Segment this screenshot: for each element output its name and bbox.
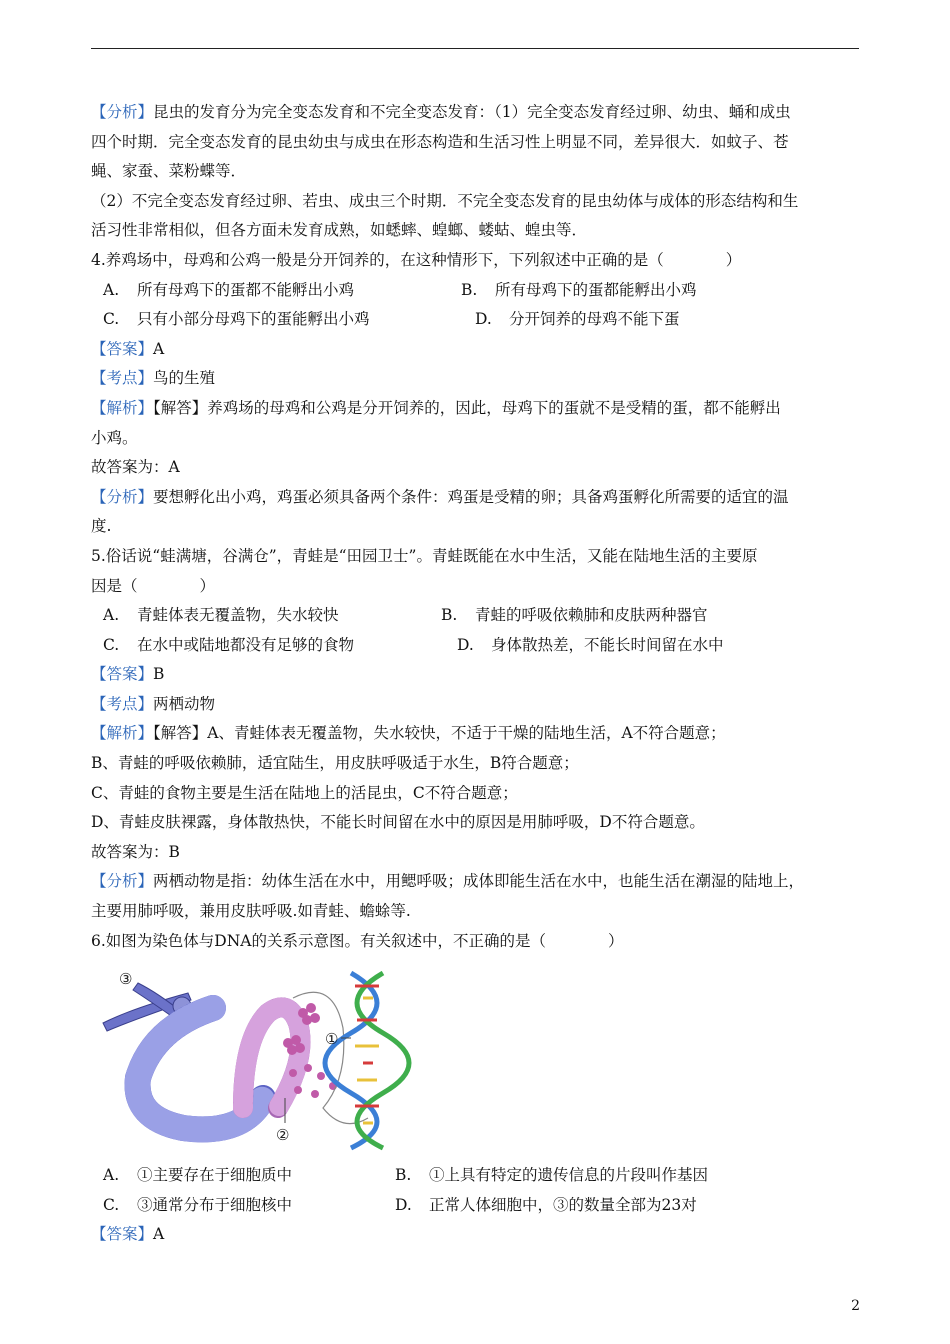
explanation-tag: 【解析】 xyxy=(91,398,154,417)
point-value: 两栖动物 xyxy=(153,694,216,713)
option-d: D. 分开饲养的母鸡不能下蛋 xyxy=(475,310,680,329)
option-a: A. ①主要存在于细胞质中 xyxy=(103,1166,293,1185)
point-line xyxy=(91,364,861,394)
answer-line xyxy=(91,660,861,690)
question-5-options-row-1 xyxy=(91,601,861,631)
analysis-tag: 【分析】 xyxy=(91,103,154,121)
option-b: B. ①上具有特定的遗传信息的片段叫作基因 xyxy=(395,1166,709,1185)
option-c: C. 只有小部分母鸡下的蛋能孵出小鸡 xyxy=(103,310,370,329)
question-5-stem: 因是（ ） xyxy=(91,576,216,595)
analysis-line: 【分析】昆虫的发育分为完全变态发育和不完全变态发育：（1）完全变态发育经过卵、幼虫、蛹和成虫 xyxy=(91,103,791,121)
option-a: A. 所有母鸡下的蛋都不能孵出小鸡 xyxy=(103,280,355,299)
explanation-tag: 【解析】 xyxy=(91,724,154,743)
explanation-line: C、青蛙的食物主要是生活在陆地上的活昆虫，C不符合题意； xyxy=(91,783,518,802)
option-d: D. 正常人体细胞中，③的数量全部为23对 xyxy=(395,1195,697,1214)
option-a: A. 青蛙体表无覆盖物，失水较快 xyxy=(103,606,339,625)
point-tag: 【考点】 xyxy=(91,369,154,388)
question-4-stem: 4.养鸡场中，母鸡和公鸡一般是分开饲养的，在这种情形下，下列叙述中正确的是（ ） xyxy=(91,250,742,269)
option-c: C. 在水中或陆地都没有足够的食物 xyxy=(103,635,355,654)
page-number: 2 xyxy=(851,1298,860,1314)
explanation-line: 【解析】【解答】养鸡场的母鸡和公鸡是分开饲养的，因此，母鸡下的蛋就不是受精的蛋，都不能孵出 xyxy=(91,398,781,417)
chromosome-dna-figure xyxy=(91,956,861,1161)
answer-value: B xyxy=(153,665,165,684)
point-value: 鸟的生殖 xyxy=(153,369,216,388)
final-answer: 故答案为：A xyxy=(91,458,180,477)
answer-value: A xyxy=(153,339,165,358)
label-1: ① xyxy=(325,1030,339,1049)
analysis-line: 活习性非常相似，但各方面未发育成熟，如蟋蟀、蝗螂、蝼蛄、蝗虫等． xyxy=(91,221,588,240)
analysis-line: 主要用肺呼吸，兼用皮肤呼吸.如青蛙、蟾蜍等. xyxy=(91,902,411,921)
analysis-line: 蝇、家蚕、菜粉蝶等． xyxy=(91,162,247,181)
question-5-stem: 5.俗话说“蛙满塘，谷满仓”，青蛙是“田园卫士”。青蛙既能在水中生活，又能在陆地生活的主要原 xyxy=(91,546,758,565)
question-4-options-row-1 xyxy=(91,276,861,306)
label-3: ③ xyxy=(119,970,133,989)
chromosome-dna-diagram xyxy=(93,968,413,1153)
question-6-options-row-2 xyxy=(91,1191,861,1221)
question-6-options-row-1 xyxy=(91,1161,861,1191)
question-5-options-row-2 xyxy=(91,631,861,661)
header-rule xyxy=(91,48,859,49)
explanation-line: 小鸡。 xyxy=(91,428,138,447)
option-b: B. 所有母鸡下的蛋都能孵出小鸡 xyxy=(461,280,697,299)
dna-double-helix xyxy=(325,973,409,1148)
point-line xyxy=(91,690,861,720)
label-2: ② xyxy=(276,1126,290,1145)
answer-line xyxy=(91,1220,861,1250)
explanation-line: 【解析】【解答】A、青蛙体表无覆盖物，失水较快，不适于干燥的陆地生活，A不符合题意； xyxy=(91,724,726,743)
option-c: C. ③通常分布于细胞核中 xyxy=(103,1195,293,1214)
explanation-line: B、青蛙的呼吸依赖肺，适宜陆生，用皮肤呼吸适于水生，B符合题意； xyxy=(91,754,579,773)
question-6-stem: 6.如图为染色体与DNA的关系示意图。有关叙述中，不正确的是（ ） xyxy=(91,931,624,950)
explanation-line: D、青蛙皮肤裸露，身体散热快，不能长时间留在水中的原因是用肺呼吸，D不符合题意。 xyxy=(91,813,705,832)
answer-tag: 【答案】 xyxy=(91,1225,154,1244)
answer-tag: 【答案】 xyxy=(91,339,154,358)
question-4-options-row-2 xyxy=(91,305,861,335)
option-d: D. 身体散热差，不能长时间留在水中 xyxy=(457,635,724,654)
analysis-line: 【分析】两栖动物是指：幼体生活在水中，用鳃呼吸；成体即能生活在水中，也能生活在潮湿的陆地上， xyxy=(91,872,805,891)
point-tag: 【考点】 xyxy=(91,694,154,713)
analysis-line: 四个时期．完全变态发育的昆虫幼虫与成虫在形态构造和生活习性上明显不同，差异很大．如蚊子、苍 xyxy=(91,132,789,151)
answer-tag: 【答案】 xyxy=(91,665,154,684)
answer-value: A xyxy=(153,1225,165,1244)
final-answer: 故答案为：B xyxy=(91,842,180,861)
analysis-line: （2）不完全变态发育经过卵、若虫、成虫三个时期．不完全变态发育的昆虫幼体与成体的形态结构和生 xyxy=(91,191,799,210)
option-b: B. 青蛙的呼吸依赖肺和皮肤两种器官 xyxy=(441,606,708,625)
analysis-line: 【分析】要想孵化出小鸡，鸡蛋必须具备两个条件：鸡蛋是受精的卵；具备鸡蛋孵化所需要的适宜的温 xyxy=(91,487,789,506)
answer-line xyxy=(91,335,861,365)
document-body xyxy=(91,98,861,1250)
analysis-tag: 【分析】 xyxy=(91,872,154,891)
analysis-tag: 【分析】 xyxy=(91,487,154,506)
analysis-line: 度. xyxy=(91,517,112,536)
